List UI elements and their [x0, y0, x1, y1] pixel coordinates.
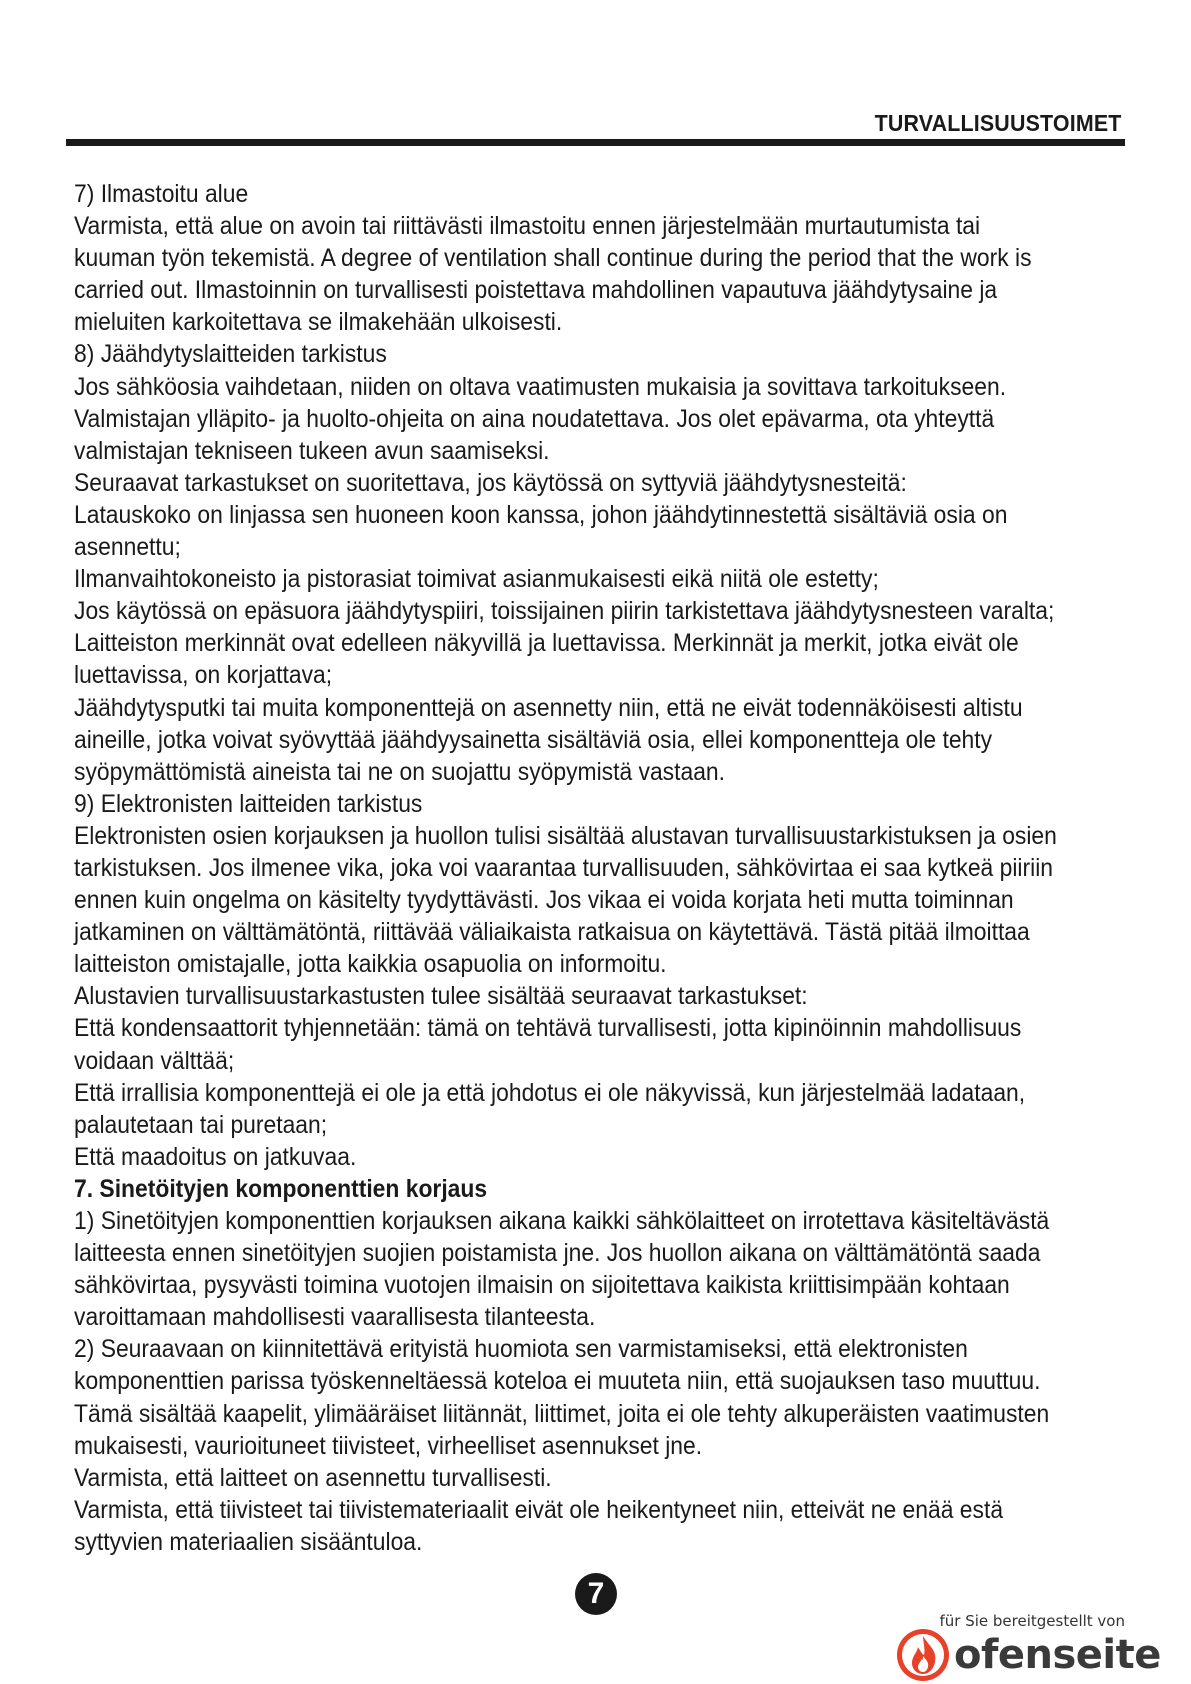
paragraph: Jos käytössä on epäsuora jäähdytyspiiri, toissijainen piirin tarkistettava jäähdytysnesteen varalta; [74, 597, 1055, 626]
paragraph: Alustavien turvallisuustarkastusten tulee sisältää seuraavat tarkastukset: [74, 982, 808, 1011]
paragraph: Seuraavat tarkastukset on suoritettava, jos käytössä on syttyviä jäähdytysnesteitä: [74, 468, 907, 497]
document-body [74, 178, 1058, 1558]
paragraph: Varmista, että tiivisteet tai tiivistemateriaalit eivät ole heikentyneet niin, etteivät ne enää estä syttyvien materiaalien sisääntuloa. [74, 1495, 1004, 1556]
subheading-electronics-check: 9) Elektronisten laitteiden tarkistus [74, 789, 423, 818]
subheading-ventilated-area: 7) Ilmastoitu alue [74, 180, 249, 208]
provided-by-caption: für Sie bereitgestellt von [939, 1612, 1125, 1630]
paragraph: Että irrallisia komponenttejä ei ole ja että johdotus ei ole näkyvissä, kun järjestelmää ladataan, palautetaan tai puretaan; [74, 1078, 1026, 1139]
section-header-title: TURVALLISUUSTOIMET [875, 110, 1122, 136]
paragraph: Laitteiston merkinnät ovat edelleen näkyvillä ja luettavissa. Merkinnät ja merkit, jotka eivät ole luettavissa, on korjattava; [74, 629, 1019, 690]
flame-icon [895, 1627, 951, 1683]
paragraph: Ilmanvaihtokoneisto ja pistorasiat toimivat asianmukaisesti eikä niitä ole estetty; [74, 565, 879, 594]
section-heading-sealed-components: 7. Sinetöityjen komponenttien korjaus [74, 1174, 488, 1203]
paragraph: Latauskoko on linjassa sen huoneen koon kanssa, johon jäähdytinnestettä sisältäviä osia on asennettu; [74, 500, 1008, 562]
paragraph: Että maadoitus on jatkuvaa. [74, 1142, 357, 1171]
ofenseite-logo[interactable] [895, 1627, 1161, 1683]
paragraph: Varmista, että laitteet on asennettu turvallisesti. [74, 1463, 552, 1492]
paragraph: Jos sähköosia vaihdetaan, niiden on oltava vaatimusten mukaisia ja sovittava tarkoitukseen. Valmistajan ylläpito- ja huolto-ohjeita on aina noudatettava. Jos olet epävarma, ota yhteyttä valmistajan tekniseen tukeen avun saamiseksi. [74, 372, 1007, 465]
header-divider [66, 139, 1125, 146]
paragraph: Varmista, että alue on avoin tai riittävästi ilmastoitu ennen järjestelmään murtautumista tai kuuman työn tekemistä. A degree of ventilation shall continue during the period that the work is carried out. Ilmastoinnin on turvallisesti poistettava mahdollinen vapautuva jäähdytysaine ja mieluiten karkoitettava se ilmakehään ulkoisesti. [74, 212, 1032, 337]
paragraph: Elektronisten osien korjauksen ja huollon tulisi sisältää alustavan turvallisuustarkistuksen ja osien tarkistuksen. Jos ilmenee vika, joka voi vaarantaa turvallisuuden, sähkövirtaa ei saa kytkeä piiriin ennen kuin ongelma on käsitelty tyydyttävästi. Jos vikaa ei voida korjata heti mutta toiminnan jatkaminen on välttämätöntä, riittävää väliaikaista ratkaisua on käytettävä. Tästä pitää ilmoittaa laitteiston omistajalle, jotta kaikkia osapuolia on informoitu. [74, 821, 1057, 979]
paragraph: Jäähdytysputki tai muita komponenttejä on asennetty niin, että ne eivät todennäköisesti altistu aineille, jotka voivat syövyttää jäähdyysainetta sisältäviä osia, ellei komponentteja ole tehty syöpymättömistä aineista tai ne on suojattu syöpymistä vastaan. [74, 693, 1023, 786]
paragraph: Että kondensaattorit tyhjennetään: tämä on tehtävä turvallisesti, jotta kipinöinnin mahdollisuus voidaan välttää; [74, 1014, 1022, 1075]
paragraph: 1) Sinetöityjen komponenttien korjauksen aikana kaikki sähkölaitteet on irrotettava käsiteltävästä laitteesta ennen sinetöityjen suojien poistamista jne. Jos huollon aikana on välttämätöntä saada sähkövirtaa, pysyvästi toimina vuotojen ilmaisin on sijoitettava kaikista kriittisimpään kohtaan varoittamaan mahdollisesti vaarallisesta tilanteesta. [74, 1207, 1050, 1332]
subheading-refrigeration-check: 8) Jäähdytyslaitteiden tarkistus [74, 340, 387, 369]
paragraph: 2) Seuraavaan on kiinnitettävä erityistä huomiota sen varmistamiseksi, että elektronisten komponenttien parissa työskenneltäessä koteloa ei muuteta niin, että suojauksen taso muuttuu. [74, 1335, 1041, 1396]
paragraph: Tämä sisältää kaapelit, ylimääräiset liitännät, liittimet, joita ei ole tehty alkuperäisten vaatimusten mukaisesti, vaurioituneet tiivisteet, virheelliset asennukset jne. [74, 1399, 1050, 1460]
logo-wordmark: ofenseite [954, 1632, 1161, 1678]
page-number-badge: 7 [575, 1573, 617, 1615]
